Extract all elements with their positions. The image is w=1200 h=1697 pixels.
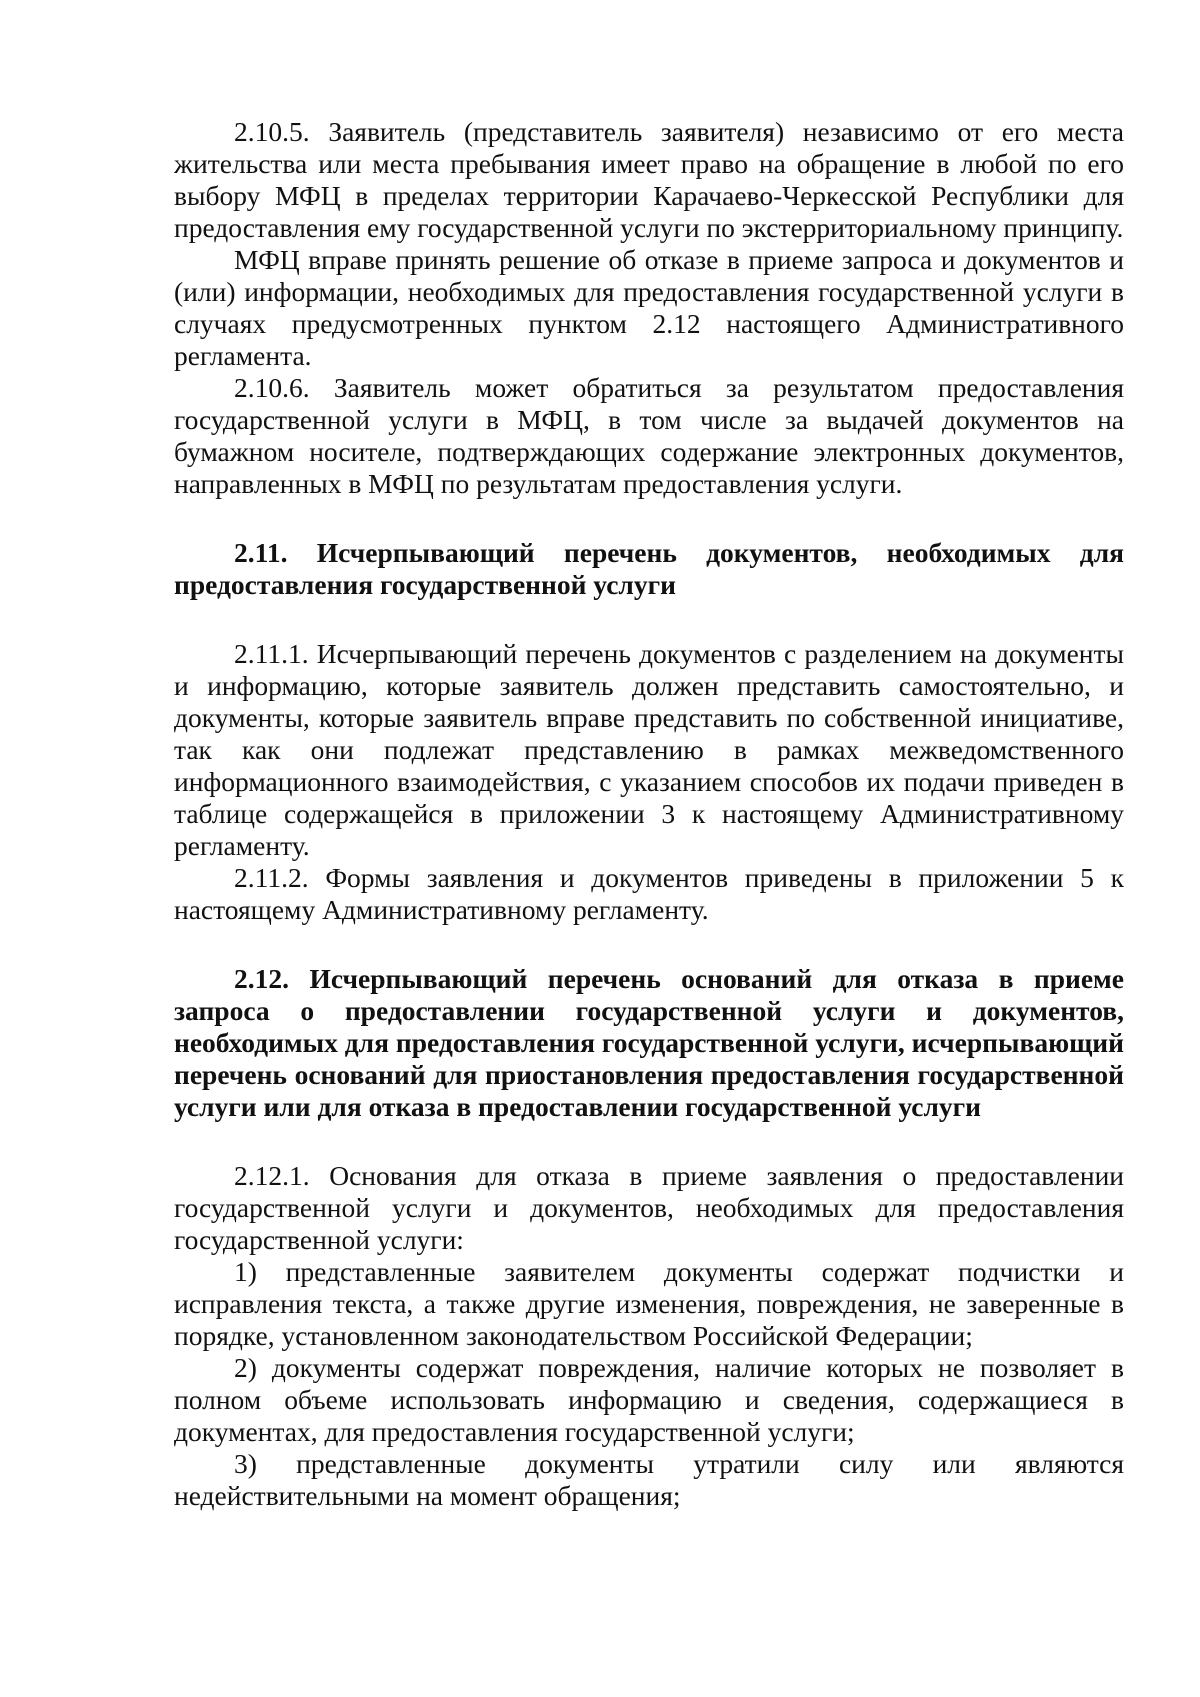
paragraph-2-12-1: 2.12.1. Основания для отказа в приеме заявления о предоставлении государственной услуги и документов, необходимых для предоставления государственной услуги:: [174, 1160, 1124, 1255]
list-item-3: 3) представленные документы утратили силу или являются недействительными на момент обращения;: [174, 1448, 1124, 1511]
section-heading-2-12: 2.12. Исчерпывающий перечень оснований для отказа в приеме запроса о предоставлении государственной услуги и документов, необходимых для предоставления государственной услуги, исчерпывающий перечень оснований для приостановления предоставления государственной услуги или для отказа в предоставлении государственной услуги: [174, 963, 1124, 1122]
paragraph-2-11-1: 2.11.1. Исчерпывающий перечень документов с разделением на документы и информацию, которые заявитель должен представить самостоятельно, и документы, которые заявитель вправе представить по собственной инициативе, так как они подлежат представлению в рамках межведомственного информационного взаимодействия, с указанием способов их подачи приведен в таблице содержащейся в приложении 3 к настоящему Административному регламенту.: [174, 638, 1124, 861]
list-item-2: 2) документы содержат повреждения, наличие которых не позволяет в полном объеме использовать информацию и сведения, содержащиеся в документах, для предоставления государственной услуги;: [174, 1352, 1124, 1447]
paragraph-2-10-6: 2.10.6. Заявитель может обратиться за результатом предоставления государственной услуги в МФЦ, в том числе за выдачей документов на бумажном носителе, подтверждающих содержание электронных документов, направленных в МФЦ по результатам предоставления услуги.: [174, 372, 1124, 499]
section-heading-2-11: 2.11. Исчерпывающий перечень документов, необходимых для предоставления государственной услуги: [174, 537, 1124, 600]
paragraph-mfc-refusal: МФЦ вправе принять решение об отказе в приеме запроса и документов и (или) информации, необходимых для предоставления государственной услуги в случаях предусмотренных пунктом 2.12 настоящего Административного регламента.: [174, 244, 1124, 371]
list-item-1: 1) представленные заявителем документы содержат подчистки и исправления текста, а также другие изменения, повреждения, не заверенные в порядке, установленном законодательством Российской Федерации;: [174, 1256, 1124, 1351]
paragraph-2-11-2: 2.11.2. Формы заявления и документов приведены в приложении 5 к настоящему Административному регламенту.: [174, 862, 1124, 925]
document-page: [174, 116, 1124, 1512]
paragraph-2-10-5: 2.10.5. Заявитель (представитель заявителя) независимо от его места жительства или места пребывания имеет право на обращение в любой по его выбору МФЦ в пределах территории Карачаево-Черкесской Республики для предоставления ему государственной услуги по экстерриториальному принципу.: [174, 116, 1124, 243]
